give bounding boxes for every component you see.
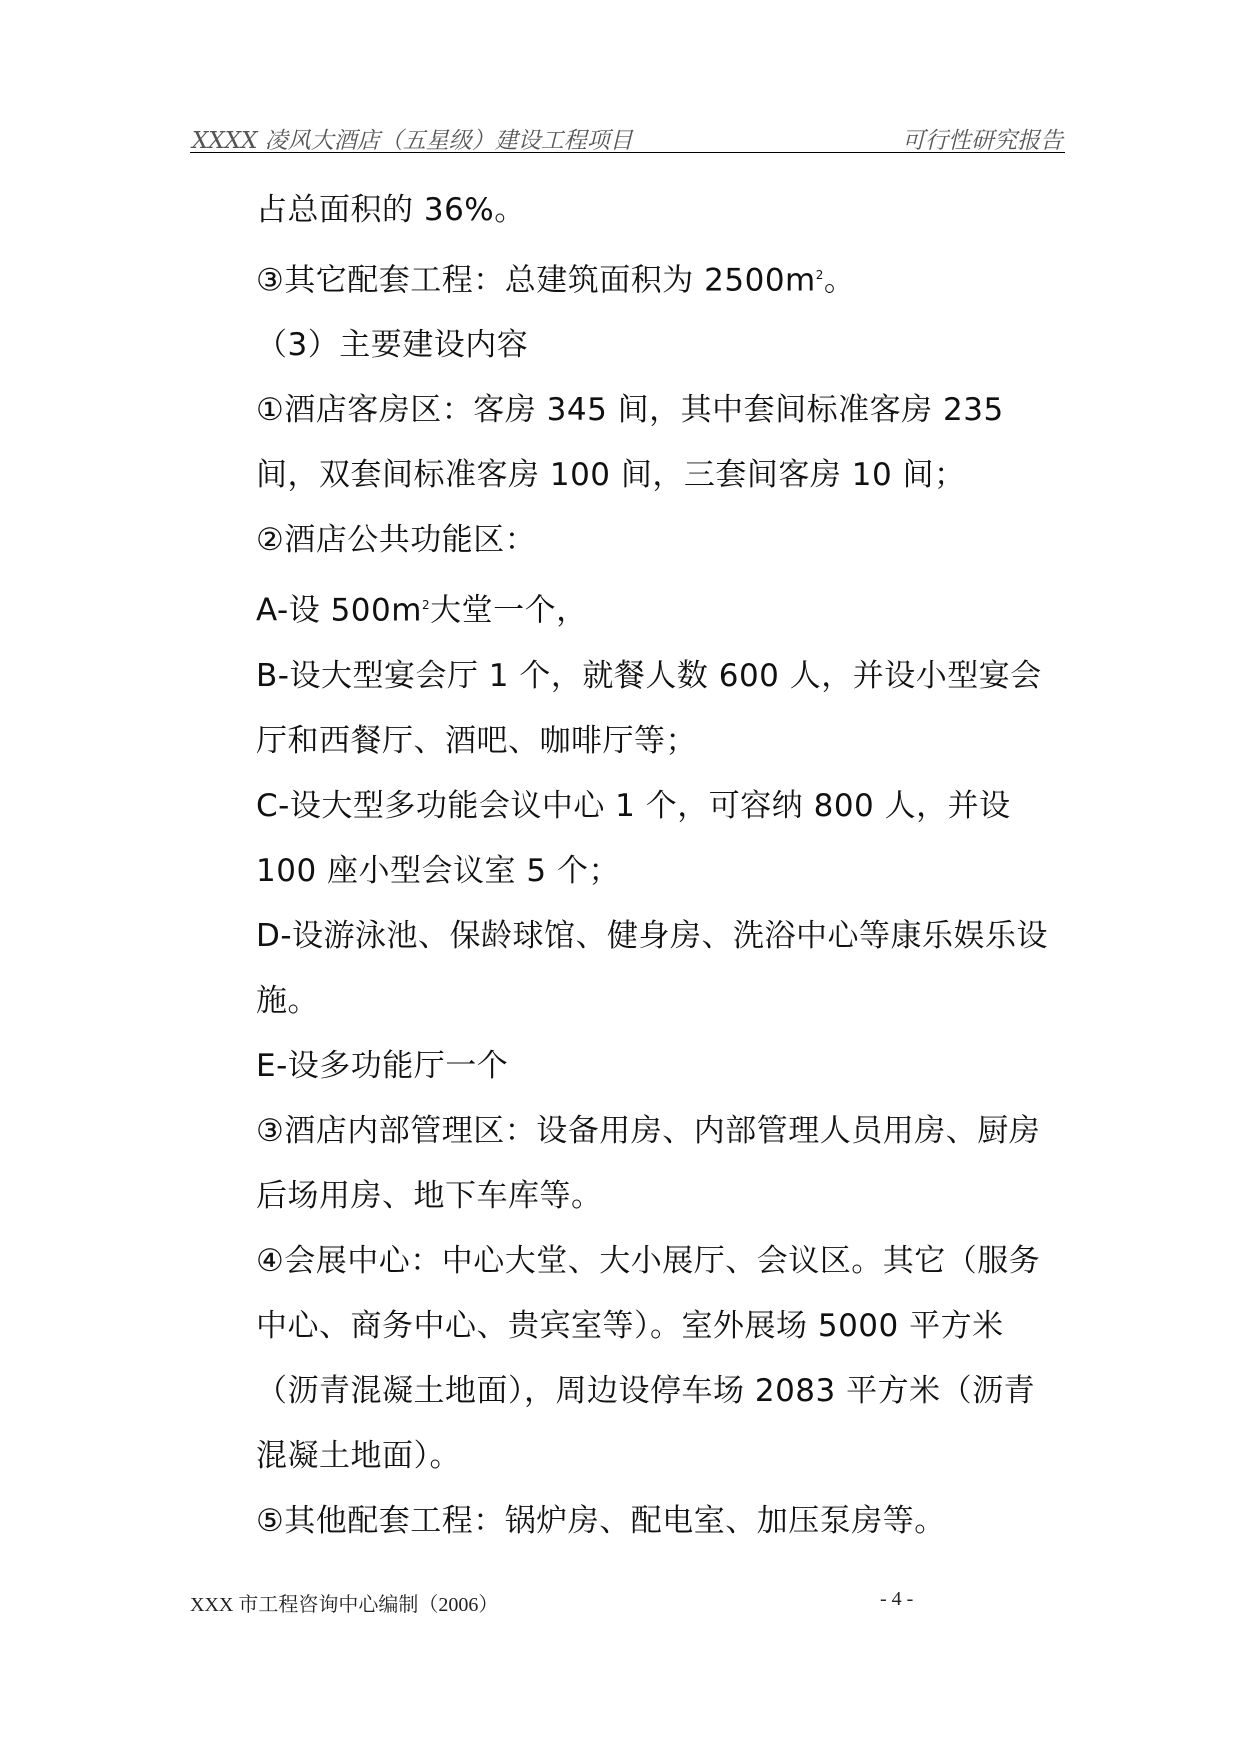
- paragraph: D-设游泳池、保龄球馆、健身房、洗浴中心等康乐娱乐设施。: [256, 917, 1049, 1019]
- footer-org: XXX 市工程咨询中心编制（2006）: [190, 1594, 499, 1616]
- paragraph: C-设大型多功能会议中心 1 个，可容纳 800 人，并设 100 座小型会议室 5 个；: [256, 787, 1011, 889]
- header-report-type: 可行性研究报告: [902, 128, 1063, 154]
- page-header: [190, 116, 1065, 153]
- paragraph: ⑤其他配套工程：锅炉房、配电室、加压泵房等。: [256, 1502, 946, 1539]
- paragraph: ②酒店公共功能区：: [256, 522, 537, 559]
- page-number: - 4 -: [880, 1588, 914, 1610]
- paragraph: A-设 $500m^2$大堂一个，: [256, 592, 588, 629]
- header-title: XXXX 凌风大酒店（五星级）建设工程项目: [192, 128, 633, 154]
- paragraph: ④会展中心：中心大堂、大小展厅、会议区。其它（服务中心、商务中心、贵宾室等）。室外展场 5000 平方米（沥青混凝土地面），周边设停车场 2083 平方米（沥青混凝土地面）。: [256, 1242, 1041, 1474]
- page-footer: [190, 1588, 1065, 1618]
- paragraph: ③其它配套工程：总建筑面积为 $2500m^2$。: [256, 262, 856, 299]
- paragraph: B-设大型宴会厅 1 个，就餐人数 600 人，并设小型宴会厅和西餐厅、酒吧、咖啡厅等；: [256, 657, 1042, 759]
- paragraph: E-设多功能厅一个: [256, 1047, 509, 1084]
- section-heading: （3）主要建设内容: [256, 327, 529, 364]
- paragraph: ③酒店内部管理区：设备用房、内部管理人员用房、厨房后场用房、地下车库等。: [256, 1112, 1041, 1214]
- paragraph: 占总面积的 36%。: [256, 192, 526, 228]
- paragraph: ①酒店客房区：客房 345 间，其中套间标准客房 235 间，双套间标准客房 100 间，三套间客房 10 间；: [256, 392, 1004, 494]
- document-body: [190, 178, 1065, 1554]
